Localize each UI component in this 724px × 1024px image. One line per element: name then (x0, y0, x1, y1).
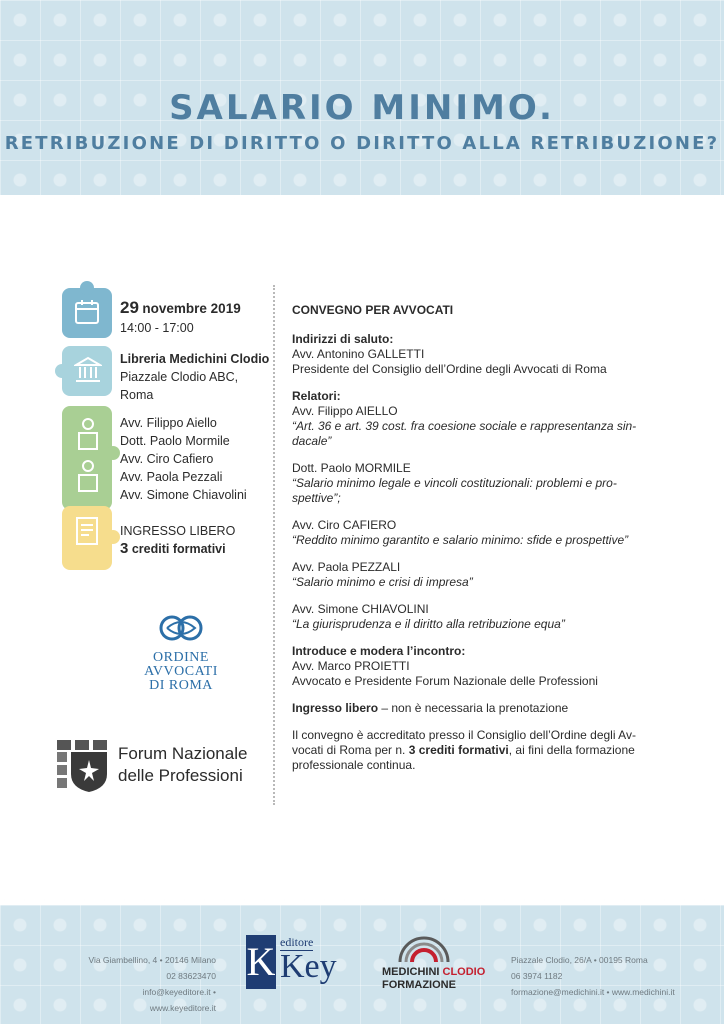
credits-number: 3 (120, 540, 129, 557)
talk-item (292, 560, 682, 590)
venue-city: Roma (120, 388, 154, 402)
talk-speaker: Avv. Ciro CAFIERO (292, 518, 397, 532)
accreditation-line-3: professionale continua. (292, 758, 416, 772)
key-phone: 02 83623470 (166, 971, 216, 981)
greetings-role: Presidente del Consiglio dell’Ordine degli Avvocati di Roma (292, 362, 607, 376)
ordine-avvocati-logo (136, 612, 226, 698)
credits-label: crediti formativi (131, 542, 226, 556)
key-editore-logo (246, 935, 342, 991)
key-web: info@keyeditore.it • www.keyeditore.it (142, 987, 216, 1013)
date-month: novembre 2019 (142, 301, 241, 316)
talk-item (292, 518, 682, 548)
program-section (292, 303, 682, 773)
talk-speaker: Avv. Simone CHIAVOLINI (292, 602, 429, 616)
moderator-name: Avv. Marco PROIETTI (292, 659, 410, 673)
event-time: 14:00 - 17:00 (120, 321, 194, 335)
event-date (120, 300, 241, 317)
speakers-icon (62, 406, 112, 510)
forum-logo-text (118, 743, 247, 787)
talk-title-cont: spettive”; (292, 491, 341, 505)
accreditation-line-1: Il convegno è accreditato presso il Consiglio dell’Ordine degli Av- (292, 728, 636, 742)
talk-item (292, 602, 682, 632)
key-logo-k-block: K (246, 935, 276, 989)
forum-shield-icon (55, 738, 110, 793)
key-logo-small: editore (280, 935, 314, 949)
venue-address: Piazzale Clodio ABC, (120, 370, 239, 384)
building-icon (62, 346, 112, 396)
speakers-label: Relatori: (292, 389, 341, 403)
moderator-role: Avvocato e Presidente Forum Nazionale delle Professioni (292, 674, 598, 688)
ordine-line-2: AVVOCATI (144, 664, 218, 679)
ordine-line-3: DI ROMA (149, 678, 213, 693)
moderator-label: Introduce e modera l’incontro: (292, 644, 466, 658)
accr-text-c: , ai fini della formazione (508, 743, 635, 757)
talk-title: “Salario minimo legale e vincoli costituzionali: problemi e pro- (292, 476, 617, 490)
speaker-item: Avv. Simone Chiavolini (120, 488, 247, 502)
talk-title: “La giurisprudenza e il diritto alla retribuzione equa” (292, 617, 565, 631)
talk-title: “Reddito minimo garantito e salario minimo: sfide e prospettive” (292, 533, 629, 547)
accr-text-a: vocati di Roma per n. (292, 743, 409, 757)
forum-line-1: Forum Nazionale (118, 744, 248, 763)
key-address: Via Giambellino, 4 • 20146 Milano (88, 955, 216, 965)
accreditation-line-2 (292, 743, 682, 758)
talk-speaker: Avv. Filippo AIELLO (292, 404, 398, 418)
speaker-item: Dott. Paolo Mormile (120, 434, 230, 448)
accr-credits: 3 crediti formativi (408, 743, 509, 757)
free-entry-note (292, 701, 682, 716)
talk-item (292, 404, 682, 449)
medichini-name (382, 966, 485, 978)
medichini-phone: 06 3974 1182 (511, 971, 563, 981)
talk-title: “Art. 36 e art. 39 cost. fra coesione sociale e rappresentanza sin- (292, 419, 637, 433)
date-day: 29 (120, 298, 139, 317)
ordine-emblem-icon (157, 612, 205, 646)
talk-title: “Salario minimo e crisi di impresa” (292, 575, 473, 589)
greetings-name: Avv. Antonino GALLETTI (292, 347, 425, 361)
mc-word-1: MEDICHINI (382, 966, 440, 978)
program-heading: CONVEGNO PER AVVOCATI (292, 303, 454, 317)
free-entry-rest: – non è necessaria la prenotazione (378, 701, 569, 715)
greetings-label: Indirizzi di saluto: (292, 332, 394, 346)
header-scalloped-edge (0, 190, 724, 204)
free-entry-bold: Ingresso libero (292, 701, 379, 715)
medichini-formazione: FORMAZIONE (382, 979, 456, 991)
footer-scalloped-edge (0, 895, 724, 909)
medichini-clodio-logo (382, 932, 504, 994)
talk-speaker: Dott. Paolo MORMILE (292, 461, 411, 475)
talk-title-cont: dacale” (292, 434, 332, 448)
credits-info (120, 541, 226, 557)
page-subtitle: RETRIBUZIONE DI DIRITTO O DIRITTO ALLA RETRIBUZIONE? (4, 133, 720, 154)
calendar-icon (62, 288, 112, 338)
ordine-line-1: ORDINE (153, 650, 209, 665)
key-logo-word: Key (280, 948, 337, 985)
entry-label: INGRESSO LIBERO (120, 524, 236, 538)
mc-word-2: CLODIO (442, 966, 486, 978)
talk-item (292, 461, 682, 506)
venue-name: Libreria Medichini Clodio (120, 352, 270, 366)
speakers-list (120, 415, 247, 505)
talk-speaker: Avv. Paola PEZZALI (292, 560, 401, 574)
forum-line-2: delle Professioni (118, 766, 243, 785)
medichini-contact (511, 952, 681, 1000)
speaker-item: Avv. Paola Pezzali (120, 470, 223, 484)
key-contact (80, 952, 216, 1016)
speaker-item: Avv. Filippo Aiello (120, 416, 217, 430)
certificate-icon (62, 506, 112, 570)
column-divider (273, 285, 275, 805)
speaker-item: Avv. Ciro Cafiero (120, 452, 214, 466)
medichini-address: Piazzale Clodio, 26/A • 00195 Roma (511, 955, 648, 965)
medichini-arc-icon (396, 932, 452, 964)
medichini-web: formazione@medichini.it • www.medichini.it (511, 987, 675, 997)
page-title: SALARIO MINIMO. (169, 88, 555, 128)
